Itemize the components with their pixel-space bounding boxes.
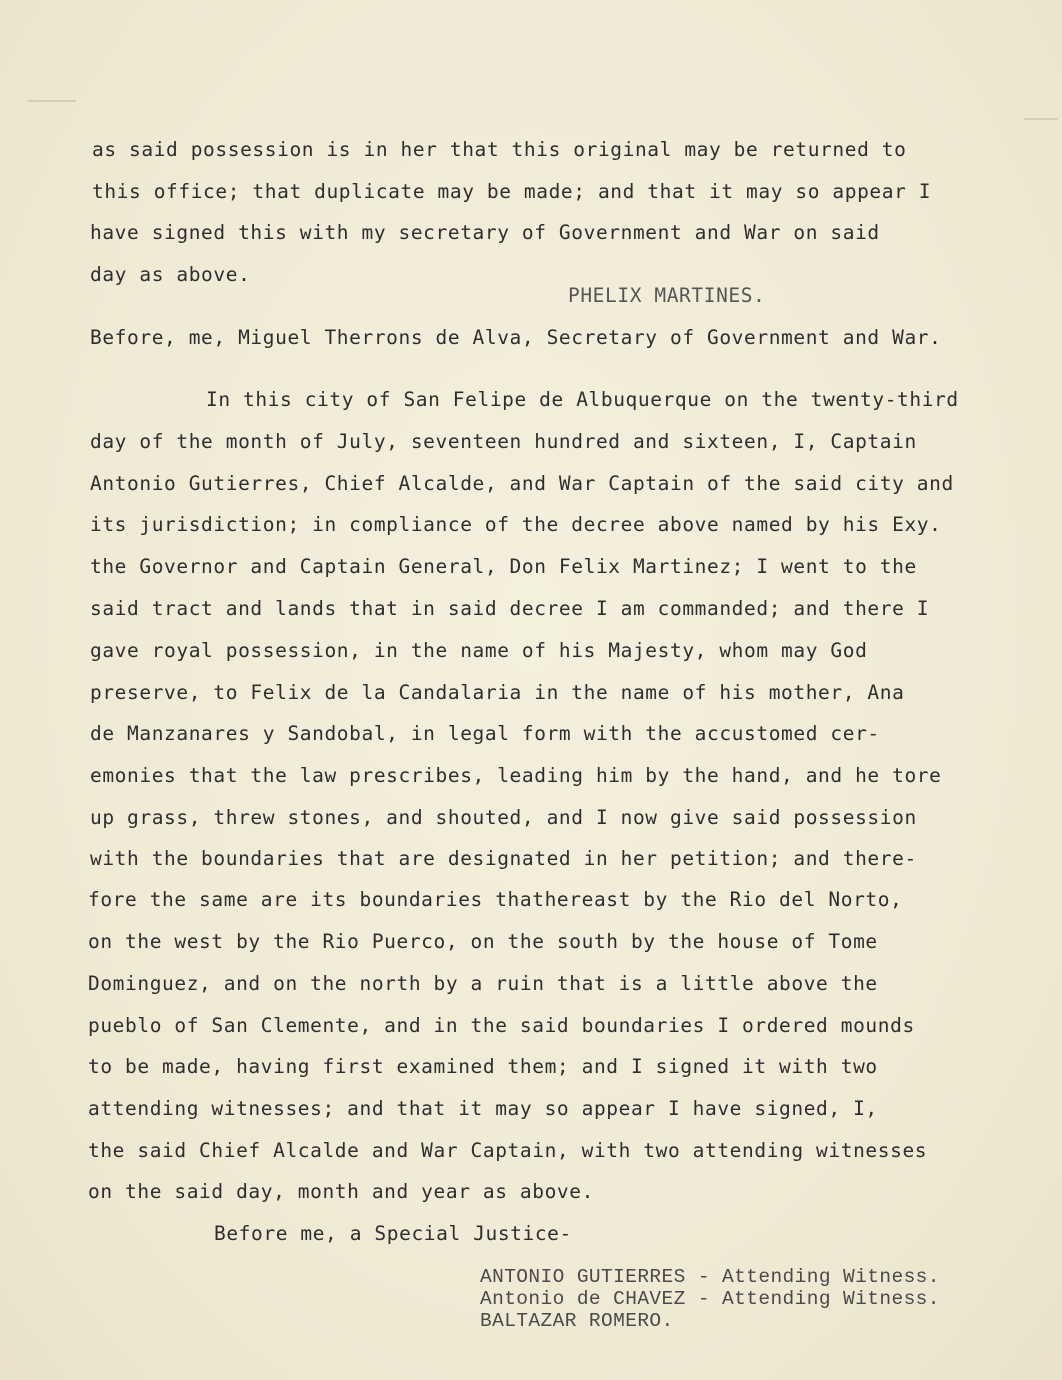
margin-mark-left [28,100,76,102]
paragraph1-line: this office; that duplicate may be made; and that it may so appear I [92,180,932,203]
witness-line: Antonio de CHAVEZ - Attending Witness. [480,1288,940,1310]
paragraph2-line: said tract and lands that in said decree I am commanded; and there I [90,597,930,620]
witness-line: ANTONIO GUTIERRES - Attending Witness. [480,1266,940,1288]
paragraph2-line: the said Chief Alcalde and War Captain, with two attending witnesses [88,1139,928,1162]
paragraph2-line: fore the same are its boundaries thathereast by the Rio del Norto, [88,888,903,911]
paragraph2-line: on the said day, month and year as above. [88,1180,594,1203]
paragraph2-line: up grass, threw stones, and shouted, and I now give said possession [90,806,917,829]
paragraph1-line: have signed this with my secretary of Government and War on said [90,221,880,244]
paragraph2-line: with the boundaries that are designated in her petition; and there- [90,847,917,870]
paragraph1-line: as said possession is in her that this original may be returned to [92,138,907,161]
paragraph2-line: day of the month of July, seventeen hundred and sixteen, I, Captain [90,430,917,453]
paragraph2-line: to be made, having first examined them; and I signed it with two [88,1055,878,1078]
paragraph2-line: its jurisdiction; in compliance of the decree above named by his Exy. [90,513,942,536]
paragraph2-line: the Governor and Captain General, Don Felix Martinez; I went to the [90,555,917,578]
paragraph2-line: on the west by the Rio Puerco, on the south by the house of Tome [88,930,878,953]
paragraph2-line: de Manzanares y Sandobal, in legal form with the accustomed cer- [90,722,880,745]
paragraph2-line: Dominguez, and on the north by a ruin that is a little above the [88,972,878,995]
special-justice-line: Before me, a Special Justice- [214,1222,572,1245]
witness-line: BALTAZAR ROMERO. [480,1310,674,1332]
secretary-line: Before, me, Miguel Therrons de Alva, Secretary of Government and War. [90,326,942,349]
paragraph1-line: day as above. [90,263,251,286]
paragraph2-line: Antonio Gutierres, Chief Alcalde, and War Captain of the said city and [90,472,954,495]
paragraph2-line: In this city of San Felipe de Albuquerque on the twenty-third [206,388,959,411]
governor-signature: PHELIX MARTINES. [568,284,766,307]
paragraph2-line: emonies that the law prescribes, leading him by the hand, and he tore [90,764,942,787]
paragraph2-line: gave royal possession, in the name of his Majesty, whom may God [90,639,868,662]
paragraph2-line: pueblo of San Clemente, and in the said boundaries I ordered mounds [88,1014,915,1037]
paragraph2-line: preserve, to Felix de la Candalaria in the name of his mother, Ana [90,681,905,704]
margin-mark-right [1024,118,1058,120]
paragraph2-line: attending witnesses; and that it may so appear I have signed, I, [88,1097,878,1120]
